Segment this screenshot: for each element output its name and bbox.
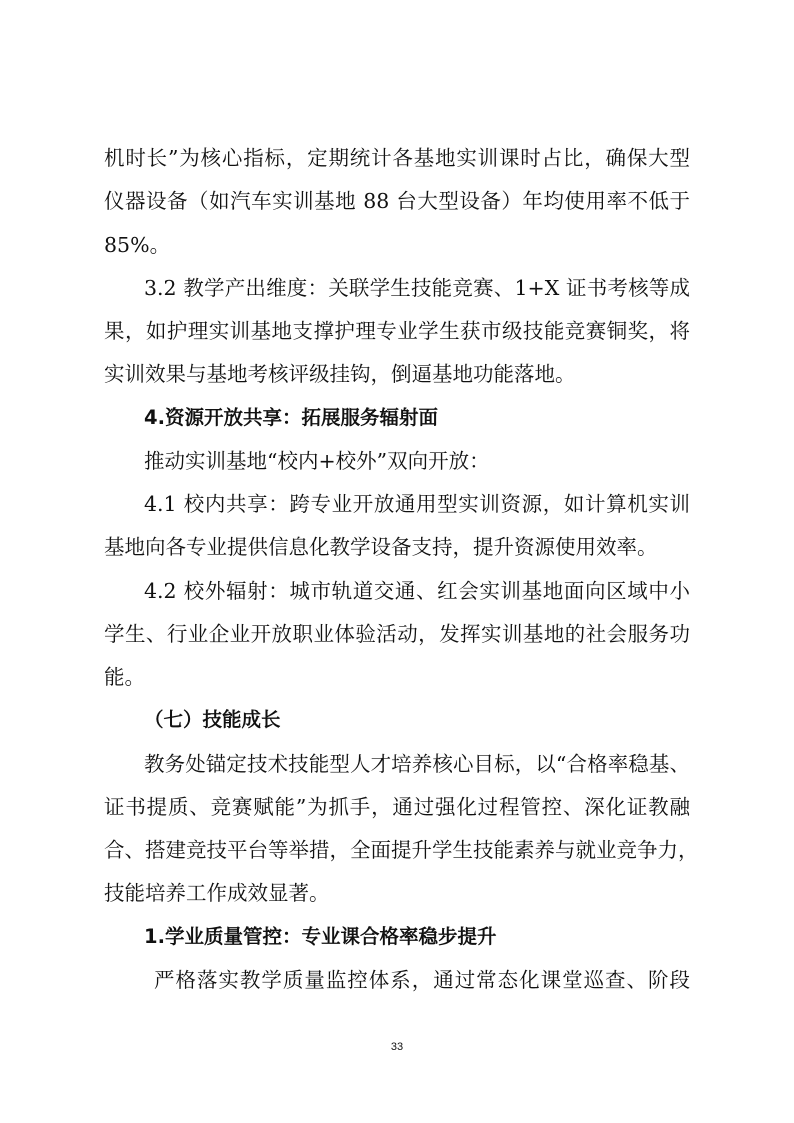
section-heading: 1.学业质量管控：专业课合格率稳步提升 (144, 925, 497, 948)
text-line: 严格落实教学质量监控体系，通过常态化课堂巡查、阶段 (154, 968, 690, 992)
text-line: 3.2 教学产出维度：关联学生技能竞赛、1+X 证书考核等成 (144, 276, 690, 300)
section-heading: 4.资源开放共享：拓展服务辐射面 (144, 406, 438, 429)
text-line: 实训效果与基地考核评级挂钩，倒逼基地功能落地。 (104, 362, 576, 386)
section-heading: （七）技能成长 (144, 708, 281, 731)
text-line: 仪器设备（如汽车实训基地 88 台大型设备）年均使用率不低于 (104, 189, 690, 213)
text-line: 推动实训基地“校内+校外”双向开放： (144, 449, 490, 473)
text-line: 机时长”为核心指标，定期统计各基地实训课时占比，确保大型 (104, 146, 690, 170)
text-line: 证书提质、竞赛赋能”为抓手，通过强化过程管控、深化证教融 (104, 795, 690, 819)
text-line: 合、搭建竞技平台等举措，全面提升学生技能素养与就业竞争力， (104, 838, 699, 862)
text-line: 能。 (104, 665, 145, 689)
text-line: 技能培养工作成效显著。 (104, 881, 330, 905)
page-number: 33 (390, 1041, 404, 1053)
text-line: 4.2 校外辐射：城市轨道交通、红会实训基地面向区域中小 (144, 579, 690, 603)
text-line: 4.1 校内共享：跨专业开放通用型实训资源，如计算机实训 (144, 492, 690, 516)
text-line: 基地向各专业提供信息化教学设备支持，提升资源使用效率。 (104, 535, 658, 559)
text-line: 学生、行业企业开放职业体验活动，发挥实训基地的社会服务功 (104, 622, 690, 646)
text-line: 果，如护理实训基地支撑护理专业学生获市级技能竞赛铜奖，将 (104, 319, 690, 343)
text-line: 教务处锚定技术技能型人才培养核心目标，以“合格率稳基、 (144, 752, 690, 776)
text-line: 85%。 (104, 233, 171, 257)
